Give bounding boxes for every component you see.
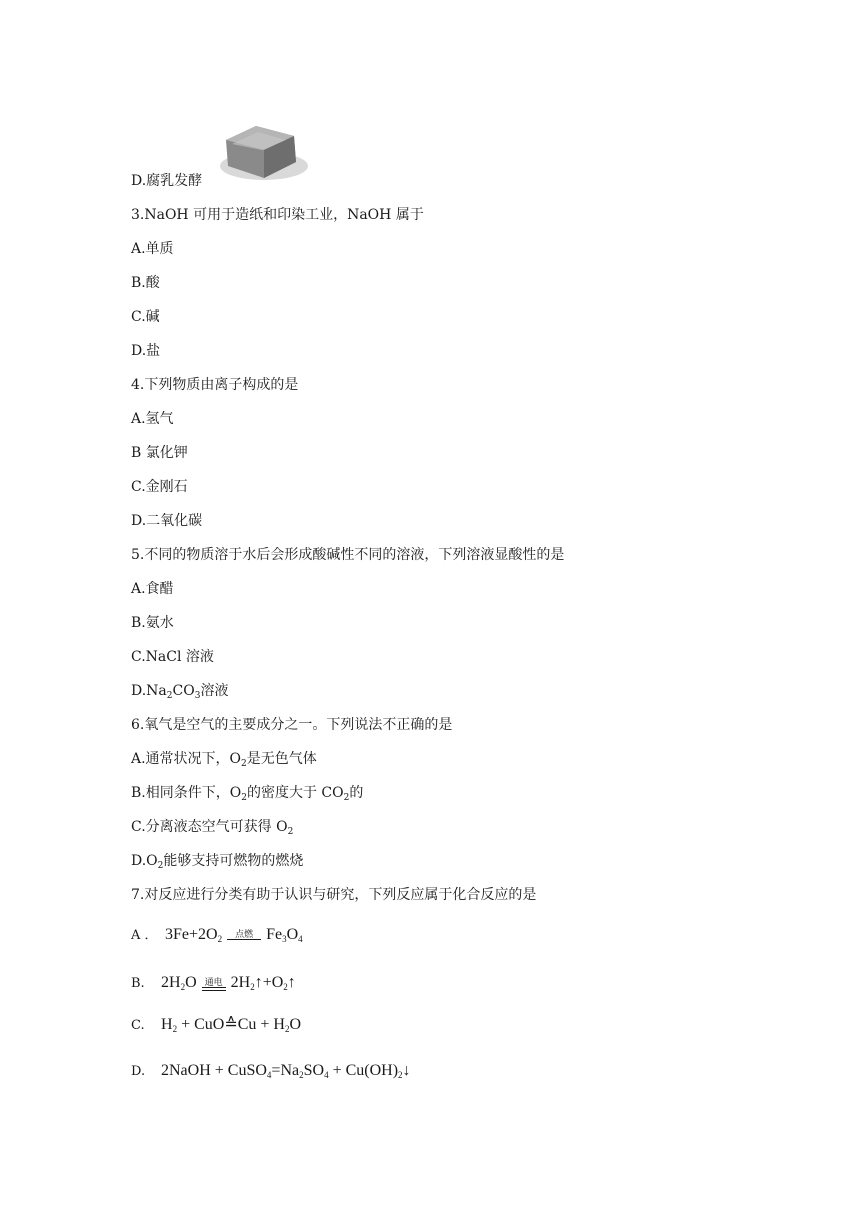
q4-option-d: D.二氧化碳 [131,513,203,529]
q5-option-b: B.氨水 [131,615,174,631]
fermented-tofu-image [212,114,308,186]
q5-option-a: A.食醋 [131,581,174,597]
q5-option-d: $D.Na_2CO_3$溶液 [131,683,229,701]
q4-option-a: A.氢气 [131,411,174,427]
q5-stem: 5.不同的物质溶于水后会形成酸碱性不同的溶液，下列溶液显酸性的是 [131,547,565,563]
q6-stem: 6.氧气是空气的主要成分之一。下列说法不正确的是 [131,717,453,733]
q7-stem: 7.对反应进行分类有助于认识与研究，下列反应属于化合反应的是 [131,887,537,903]
q3-stem: 3.NaOH 可用于造纸和印染工业，NaOH 属于 [131,207,424,223]
q4-option-c: C.金刚石 [131,479,188,495]
q3-option-b: B.酸 [131,275,160,291]
q4-option-b: B 氯化钾 [131,445,188,461]
q6-option-c: C.分离液态空气可获得 $O_2$ [131,819,294,837]
q6-option-b: B.相同条件下，$O_2$的密度大于 $CO_2$的 [131,785,364,803]
q7-option-a: A ． $3Fe+2O_2$ 点燃 $Fe_3O_4$ [131,926,303,944]
q2-option-d: D.腐乳发酵 [131,173,203,189]
q6-option-d: $D.O_2$能够支持可燃物的燃烧 [131,853,304,871]
q5-option-c: C.NaCl 溶液 [131,649,214,665]
electrolysis-condition: 通电 [202,977,226,991]
q7-option-d: D. 2NaOH + $CuSO_4=Na_2SO_4$ + $Cu(OH)_2↓$ [131,1062,411,1080]
heat-condition: ≙ [224,1016,238,1033]
q3-option-a: A.单质 [131,241,174,257]
q6-option-a: A.通常状况下，$O_2$是无色气体 [131,751,317,769]
ignite-condition: 点燃 [227,929,261,940]
q7-option-c: C. $H_2$ + CuO≙Cu + $H_2O$ [131,1016,302,1034]
q3-option-d: D.盐 [131,343,161,359]
q4-stem: 4.下列物质由离子构成的是 [131,377,299,393]
q3-option-c: C.碱 [131,309,160,325]
q7-option-b: B. $2H_2O$ 通电 $2H_2↑+O_2↑$ [131,974,296,992]
